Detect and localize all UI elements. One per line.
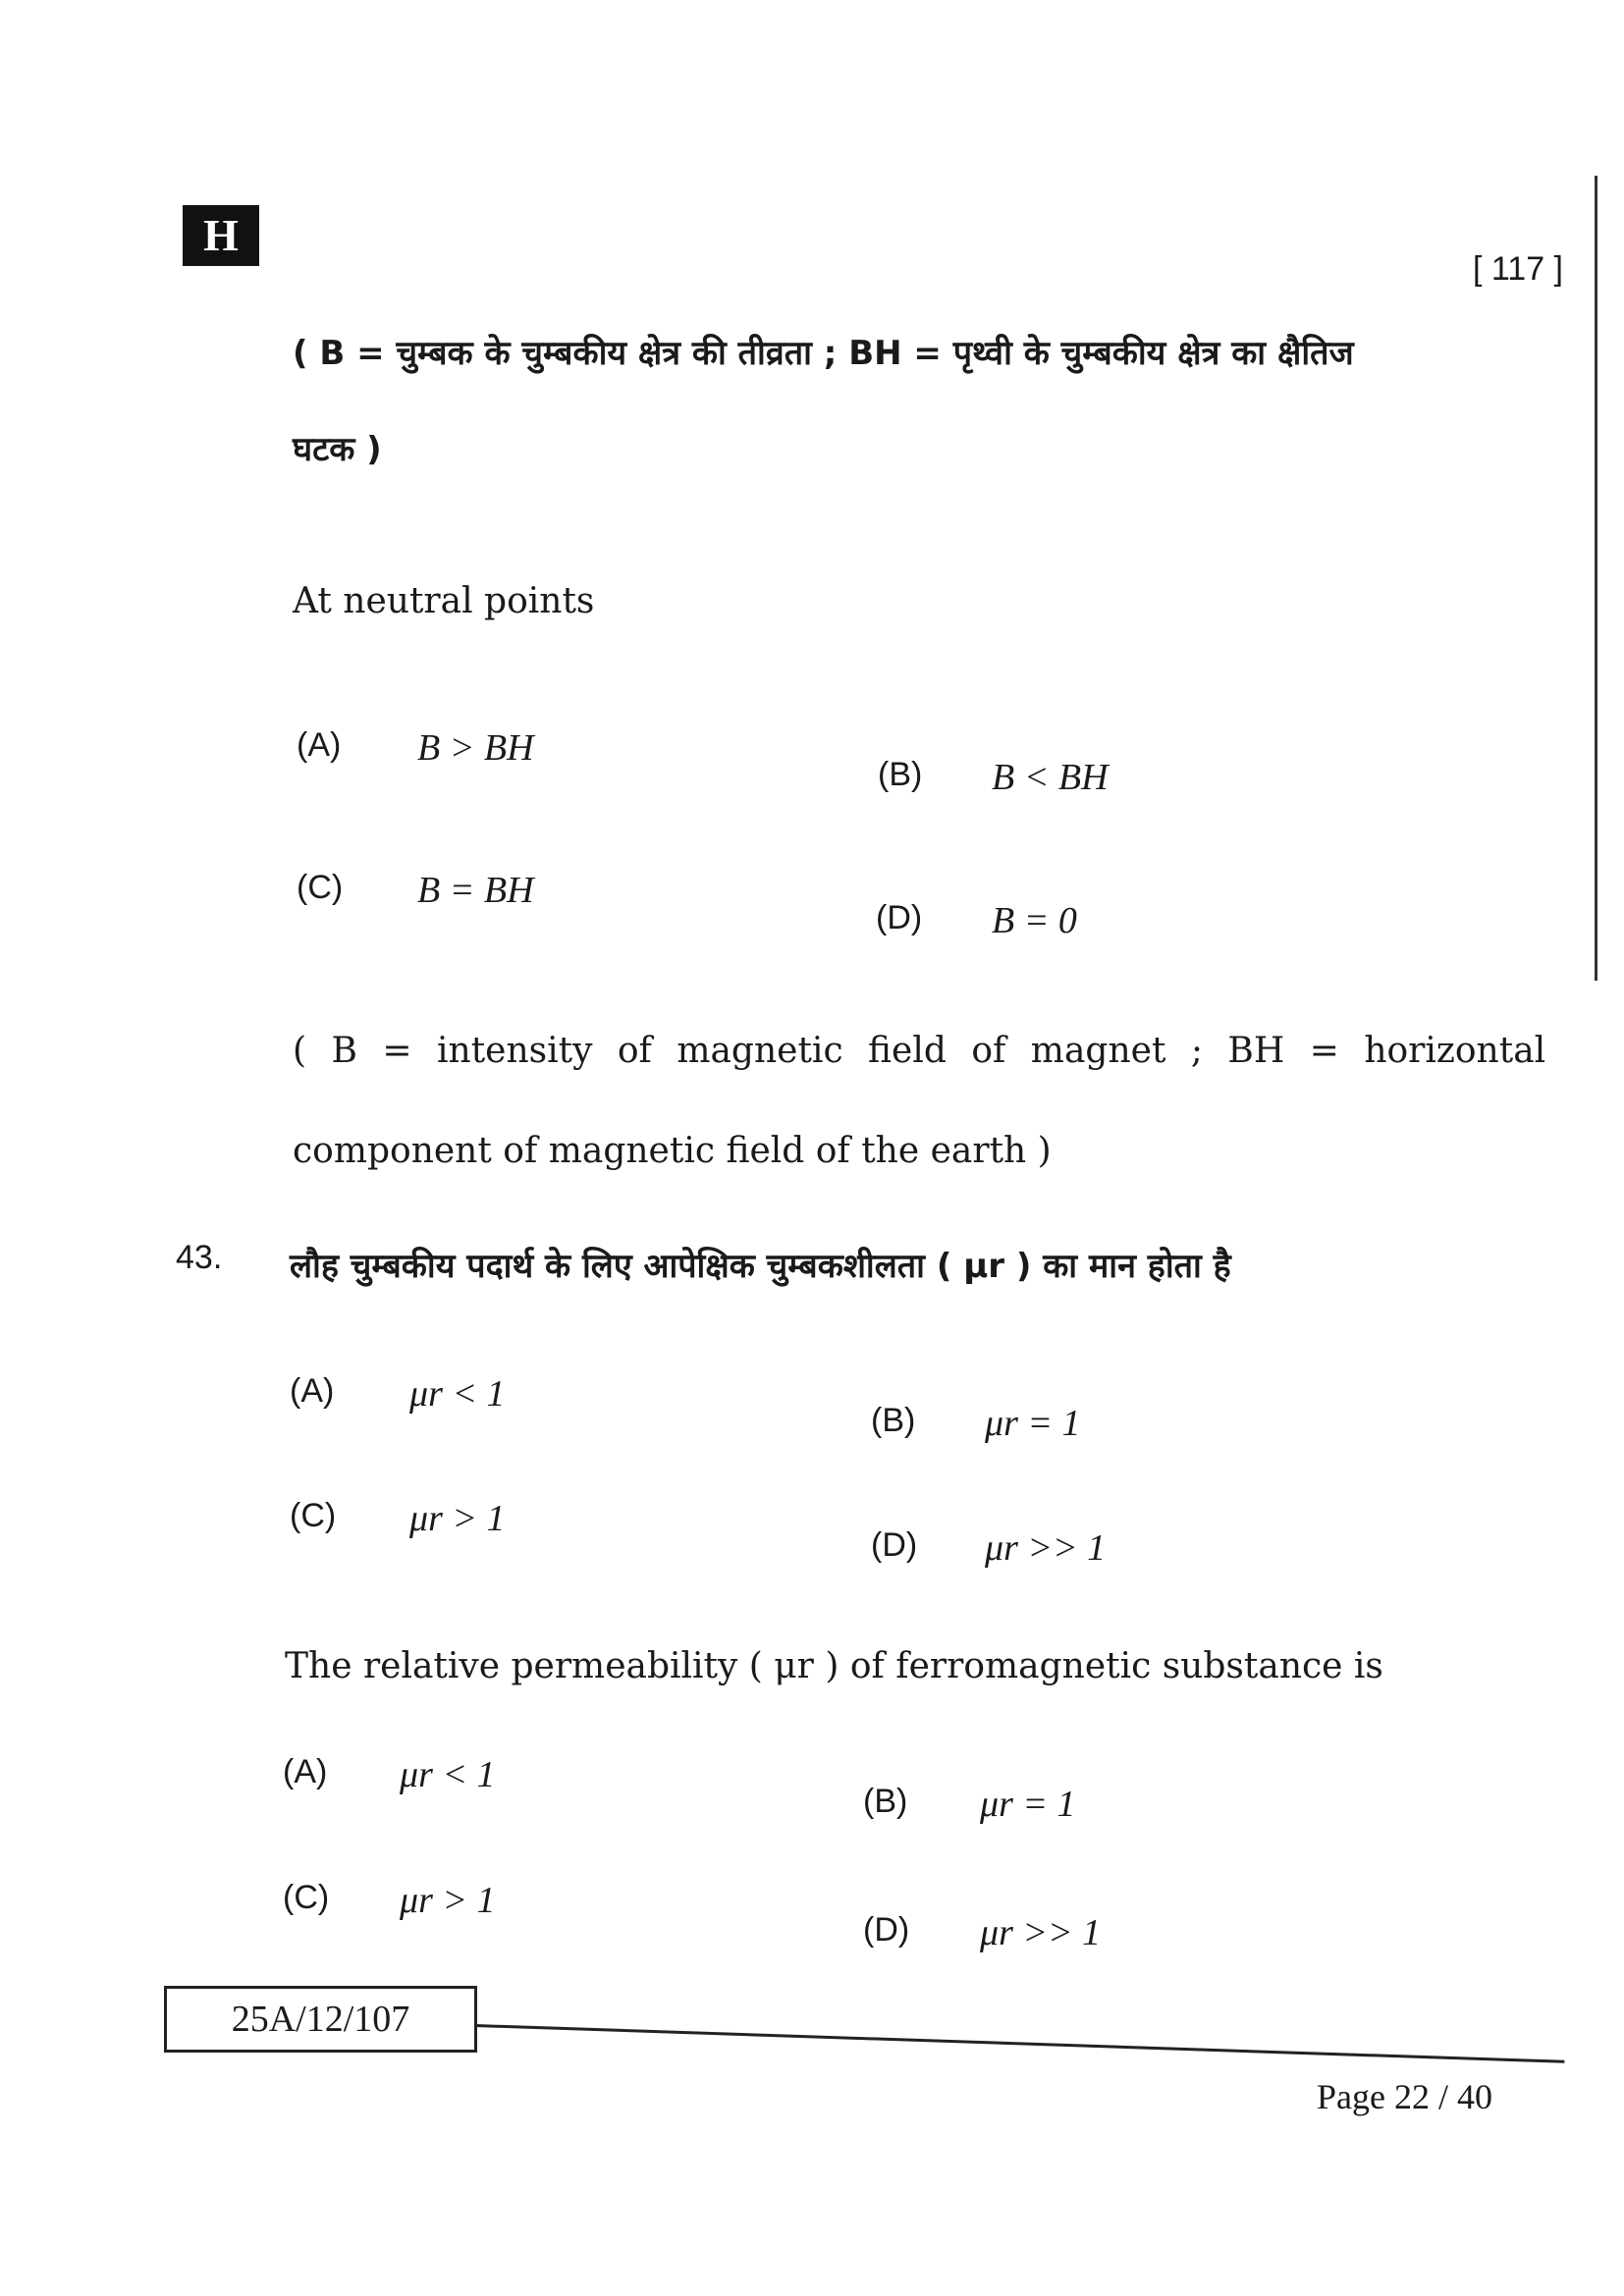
- q42-option-c: B = BH: [417, 870, 534, 911]
- q42-option-d: B = 0: [992, 900, 1077, 941]
- q42-option-b: B < BH: [992, 757, 1109, 798]
- q43-hi-option-d-label: (D): [871, 1526, 918, 1564]
- q42-option-a: B > BH: [417, 727, 534, 769]
- q43-en-option-a: μr < 1: [400, 1754, 496, 1795]
- q43-en-option-b-label: (B): [863, 1783, 908, 1820]
- paper-code: 25A/12/107: [164, 1986, 477, 2053]
- q42-option-b-label: (B): [878, 756, 923, 793]
- q42-option-c-label: (C): [297, 869, 344, 906]
- q43-english-question: The relative permeability ( μr ) of ferromagnetic substance is: [285, 1646, 1383, 1686]
- q43-hi-option-c: μr > 1: [409, 1498, 506, 1539]
- q42-option-a-label: (A): [297, 726, 342, 764]
- q42-option-d-label: (D): [876, 899, 923, 936]
- english-note-line2: component of magnetic field of the earth ): [293, 1131, 1052, 1171]
- hindi-note-line2: घटक ): [293, 430, 382, 469]
- question-number: 43.: [176, 1239, 223, 1276]
- q43-hi-option-a-label: (A): [290, 1372, 335, 1410]
- page-number: Page 22 / 40: [1317, 2077, 1492, 2116]
- q43-hi-option-d: μr >> 1: [985, 1527, 1107, 1569]
- q43-en-option-a-label: (A): [283, 1753, 328, 1790]
- section-badge: H: [183, 205, 259, 266]
- marks-label: [ 117 ]: [1473, 250, 1563, 288]
- english-note-line1: ( B = intensity of magnetic field of magnet ; BH = horizontal: [293, 1031, 1546, 1071]
- q43-en-option-d-label: (D): [863, 1911, 910, 1949]
- margin-line: [1595, 176, 1597, 981]
- q43-hi-option-c-label: (C): [290, 1497, 337, 1534]
- q43-en-option-c: μr > 1: [400, 1880, 496, 1921]
- q43-hi-option-a: μr < 1: [409, 1373, 506, 1415]
- q43-en-option-b: μr = 1: [980, 1784, 1076, 1825]
- q43-en-option-c-label: (C): [283, 1879, 330, 1916]
- q42-english-question: At neutral points: [293, 581, 595, 621]
- hindi-note-line1: ( B = चुम्बक के चुम्बकीय क्षेत्र की तीव्रता ; BH = पृथ्वी के चुम्बकीय क्षेत्र का क्षैतिज: [293, 334, 1354, 373]
- q43-hi-option-b-label: (B): [871, 1402, 916, 1439]
- q43-en-option-d: μr >> 1: [980, 1912, 1102, 1953]
- q43-hindi-question: लौह चुम्बकीय पदार्थ के लिए आपेक्षिक चुम्बकशीलता ( μr ) का मान होता है: [290, 1247, 1231, 1286]
- footer-rule: [475, 2024, 1564, 2063]
- q43-hi-option-b: μr = 1: [985, 1403, 1081, 1444]
